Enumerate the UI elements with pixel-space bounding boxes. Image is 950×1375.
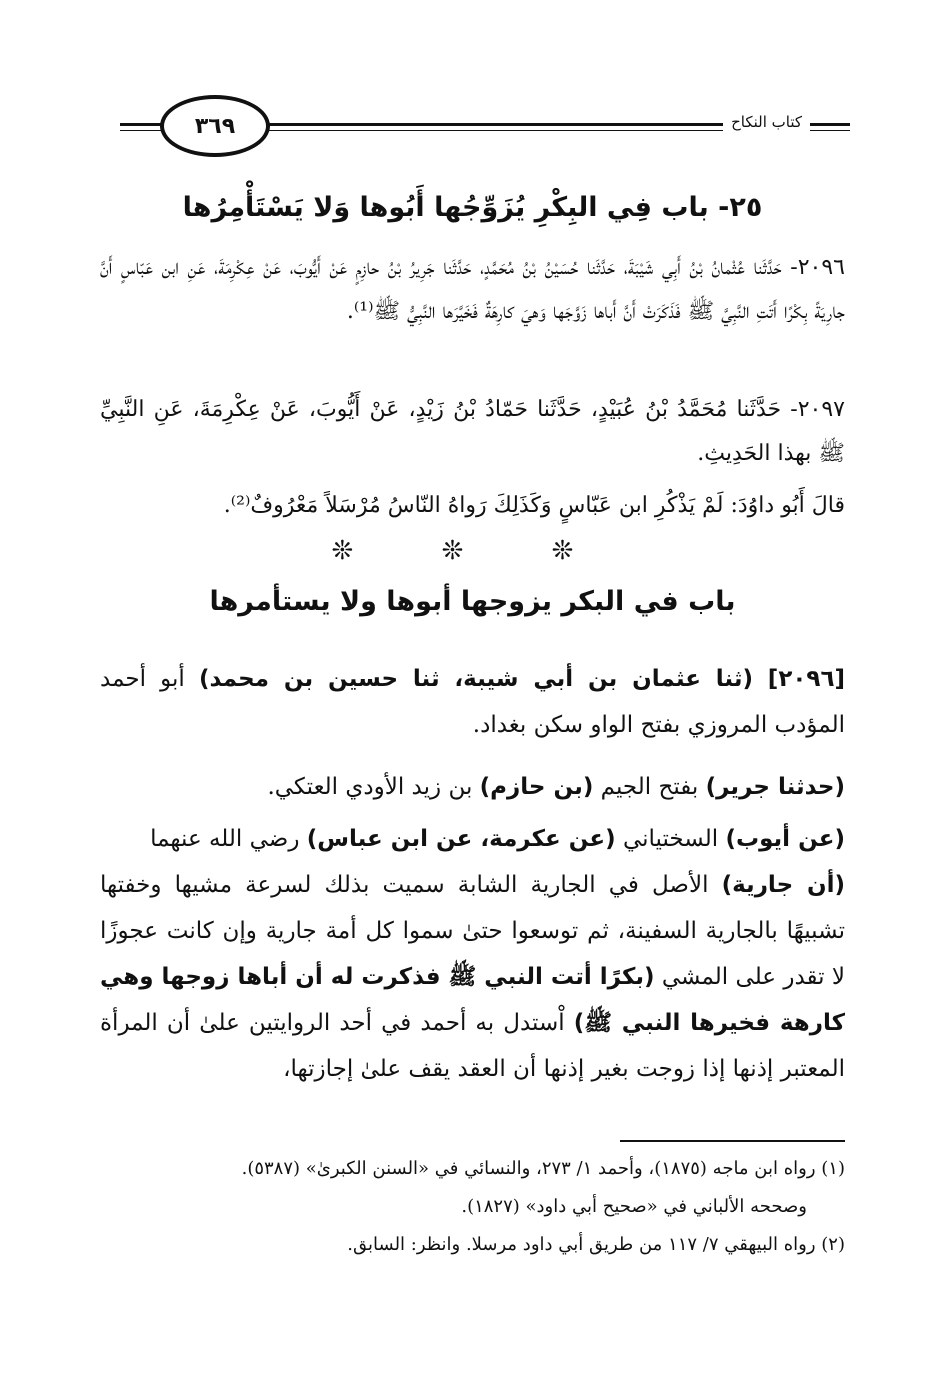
commentary-heading: باب في البكر يزوجها أبوها ولا يستأمرها <box>209 586 736 617</box>
running-title: كتاب النكاح <box>723 113 810 131</box>
commentary-text: بفتح الجيم <box>593 774 706 800</box>
abu-dawud-remark: قالَ أَبُو داوُدَ: لَمْ يَذْكُرِ ابن عَبّاسٍ وَكَذَلِكَ رَواهُ النّاسُ مُرْسَلاً مَعْرُوفٌ⁽²⁾. <box>223 493 845 518</box>
commentary-text: بن زيد الأودي العتكي. <box>267 774 480 800</box>
commentary-quote: [٢٠٩٦] (ثنا عثمان بن أبي شيبة، ثنا حسين بن محمد) <box>198 666 845 692</box>
footnote-rule <box>620 1140 845 1142</box>
section-separator: ❊ ❊ ❊ <box>331 536 614 566</box>
commentary-paragraph-1 <box>100 656 845 748</box>
footnote-2: (٢) رواه البيهقي ٧/ ١١٧ من طريق أبي داود مرسلا. وانظر: السابق. <box>347 1234 845 1255</box>
commentary-quote: (عن أيوب) <box>725 826 845 852</box>
commentary-paragraph-3 <box>100 816 845 1092</box>
commentary-quote: (بن حازم) <box>479 774 594 800</box>
footnote-1: (١) رواه ابن ماجه (١٨٧٥)، وأحمد ١/ ٢٧٣، والنسائي في «السنن الكبرىٰ» (٥٣٨٧). <box>241 1158 845 1179</box>
commentary-text: السختياني <box>615 826 726 852</box>
page-number-badge <box>160 95 270 157</box>
footnote-1-continued: وصححه الألباني في «صحيح أبي داود» (١٨٢٧). <box>461 1196 807 1217</box>
commentary-text: أبو أحمد المؤدب المروزي بفتح الواو سكن بغداد. <box>100 666 845 738</box>
commentary-text: الأصل في الجارية الشابة سميت بذلك لسرعة مشيها وخفتها تشبيهًا بالجارية السفينة، ثم توسعوا حتىٰ سموا كل أمة جارية وإن كانت عجوزًا لا تقدر على المشي <box>100 872 845 990</box>
commentary-quote: (أن جارية) <box>721 872 845 898</box>
commentary-quote: (عن عكرمة، عن ابن عباس) <box>306 826 616 852</box>
commentary-paragraph-2 <box>100 764 845 810</box>
footnotes <box>100 1150 845 1264</box>
commentary-quote: (بكرًا أتت النبي ﷺ فذكرت له أن أباها زوجها وهي كارهة فخيرها النبي ﷺ) <box>100 964 845 1036</box>
page-header <box>120 95 850 165</box>
commentary-quote: (حدثنا جرير) <box>705 774 845 800</box>
page-number: ٣٦٩ <box>194 113 236 139</box>
commentary-text: رضي الله عنهما <box>150 826 307 852</box>
hadith-2096: ٢٠٩٦- حَدَّثَنا عُثْمانُ بْنُ أَبِي شَيْبَةَ، حَدَّثَنا حُسَيْنُ بْنُ مُحَمَّدٍ، حَدَّثَنا جَرِيرُ بْنُ حازِمٍ عَنْ أَيُّوبَ، عَنْ عِكْرِمَةَ، عَنِ ابن عَبّاسٍ أَنَّ جارِيَةً بِكْرًا أَتَتِ النَّبِيَّ ﷺ فَذَكَرَتْ أَنَّ أَباها زَوَّجَها وَهيَ كارِهَةٌ فَخَيَّرَها النَّبِيُّ ﷺ⁽¹⁾. <box>100 255 845 324</box>
chapter-heading: ٢٥- باب فِي البِكْرِ يُزَوِّجُها أَبُوها وَلا يَسْتَأْمِرُها <box>182 192 763 223</box>
hadith-2097: ٢٠٩٧- حَدَّثَنا مُحَمَّدُ بْنُ عُبَيْدٍ، حَدَّثَنا حَمّادُ بْنُ زَيْدٍ، عَنْ أَيُّوبَ، عَنْ عِكْرِمَةَ، عَنِ النَّبِيِّ ﷺ بهذا الحَدِيثِ. <box>100 397 845 466</box>
commentary-text: اْستدل به أحمد في أحد الروايتين علىٰ أن المرأة المعتبر إذنها إذا زوجت بغير إذنها أن العقد يقف علىٰ إجازتها، <box>100 1010 845 1082</box>
